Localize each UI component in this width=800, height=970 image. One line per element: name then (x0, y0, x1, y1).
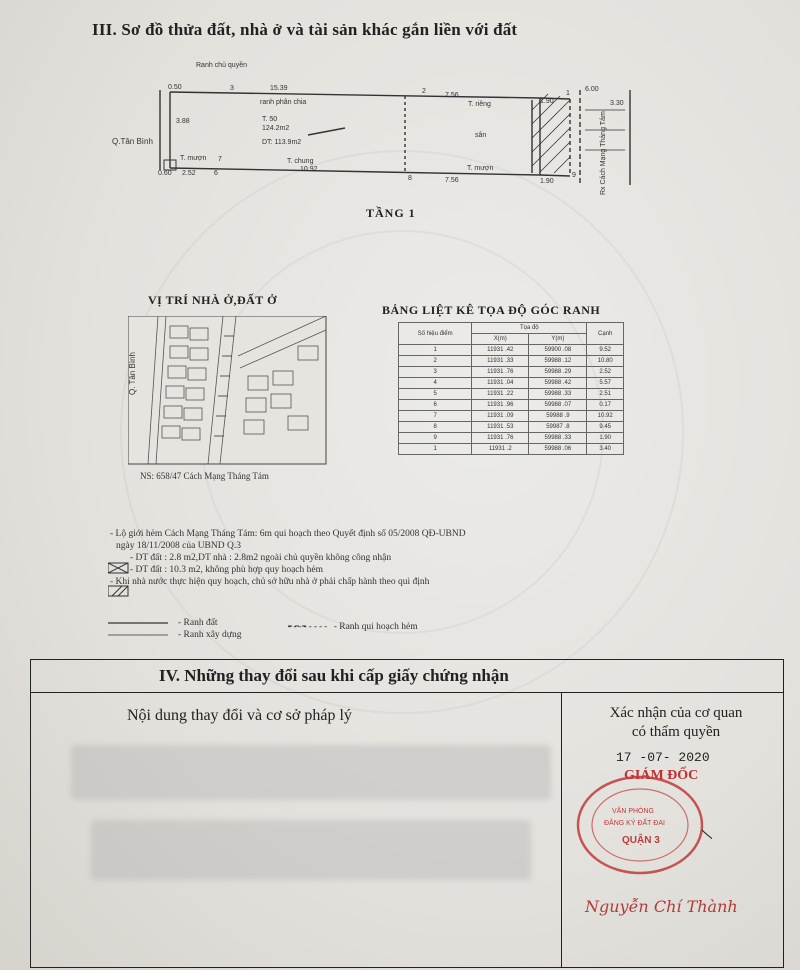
coords-cell-x: 11931 .42 (472, 345, 529, 356)
coords-cell-y: 59988 .33 (529, 389, 587, 400)
coords-cell-x: 11931 .22 (472, 389, 529, 400)
signature: Nguyễn Chí Thành (585, 897, 738, 916)
plan-dim-mid-bottom: 7.56 (445, 177, 459, 184)
coords-cell-c: 2.51 (587, 389, 624, 400)
coords-cell-y: 59988 .29 (529, 367, 587, 378)
coords-header-point: Số hiệu điểm (399, 323, 472, 345)
coords-cell-c: 9.52 (587, 345, 624, 356)
stamp-line-3: QUẬN 3 (622, 835, 660, 846)
plan-label-ranh-phan-chia: ranh phân chia (260, 99, 307, 106)
plan-label-san: sân (475, 132, 487, 139)
coords-cell-y: 59988 .9 (529, 411, 587, 422)
floor-label: TẦNG 1 (366, 206, 416, 220)
coords-cell-c: 9.45 (587, 422, 624, 433)
coords-row (399, 411, 624, 422)
coords-row (399, 422, 624, 433)
coords-cell-c: 5.57 (587, 378, 624, 389)
coords-cell-c: 10.80 (587, 356, 624, 367)
coords-cell-x: 11931 .76 (472, 433, 529, 444)
coords-row (399, 367, 624, 378)
location-street-label: Q. Tân Bình (128, 352, 137, 395)
plan-street-left: Q.Tân Bình (112, 137, 153, 146)
changes-column-header: Nội dung thay đổi và cơ sở pháp lý (127, 707, 352, 724)
location-caption: NS: 658/47 Cách Mạng Tháng Tám (140, 471, 269, 481)
coords-cell-x: 11931 .09 (472, 411, 529, 422)
coords-cell-y: 59900 .08 (529, 345, 587, 356)
director-title: GIÁM ĐỐC (624, 768, 699, 783)
coords-cell-n: 1 (399, 345, 472, 356)
plan-point-7: 7 (218, 156, 222, 163)
coords-row (399, 378, 624, 389)
note-road-boundary-date: ngày 18/11/2008 của UBND Q.3 (116, 541, 241, 551)
coords-cell-y: 59988 .42 (529, 378, 587, 389)
coords-table (398, 322, 624, 455)
authority-header-line1: Xác nhận của cơ quan (609, 705, 743, 721)
legend-ranh-dat: - Ranh đất (178, 618, 218, 628)
stamp-line-1: VĂN PHÒNG (612, 808, 655, 815)
coords-cell-n: 2 (399, 356, 472, 367)
plan-dim-top: 15.39 (270, 85, 288, 92)
coords-cell-n: 8 (399, 422, 472, 433)
note-road-boundary: - Lộ giới hẻm Cách Mạng Tháng Tám: 6m qui hoạch theo Quyết định số 05/2008 QĐ-UBND (110, 529, 466, 539)
plan-label-t-chung: T. chung (287, 158, 314, 165)
section4-header (31, 660, 783, 693)
coords-row (399, 433, 624, 444)
plan-label-ranh-chu-quyen: Ranh chủ quyền (196, 62, 247, 69)
coords-header-y: Y(m) (529, 334, 587, 345)
coords-cell-y: 59988 .33 (529, 433, 587, 444)
note-outside-ownership: - DT đất : 2.8 m2,DT nhà : 2.8m2 ngoài chủ quyền không công nhận (130, 553, 392, 563)
coords-row (399, 389, 624, 400)
plan-street-right: Rx Cách Mạng Tháng Tám (600, 111, 607, 195)
redacted-content (71, 745, 551, 800)
plan-dim-left2: 3.88 (176, 118, 190, 125)
legend-ranh-qui-hoach: -------- - Ranh qui hoạch hẻm (288, 622, 418, 632)
note-planning: - Khi nhà nước thực hiện quy hoạch, chủ sở hữu nhà ở phải chấp hành theo qui định (110, 577, 430, 587)
section3-title: III. Sơ đồ thửa đất, nhà ở và tài sản khác gắn liền với đất (92, 20, 518, 39)
coords-cell-n: 7 (399, 411, 472, 422)
plan-dim-mid-top: 7.56 (445, 92, 459, 99)
plan-point-3: 3 (230, 85, 234, 92)
plan-point-9: 9 (572, 172, 576, 179)
confirmation-date: 17 -07- 2020 (616, 750, 710, 765)
coords-cell-y: 59988 .06 (529, 444, 587, 455)
plan-dim-small-top-right: 1.90 (540, 98, 554, 105)
plan-dim-bottom: 10.92 (300, 166, 318, 173)
coords-cell-x: 11931 .2 (472, 444, 529, 455)
location-title: VỊ TRÍ NHÀ Ở,ĐẤT Ở (148, 293, 277, 307)
coords-title: BẢNG LIỆT KÊ TỌA ĐỘ GÓC RANH (382, 303, 601, 317)
coords-cell-n: 6 (399, 400, 472, 411)
coords-cell-x: 11931 .33 (472, 356, 529, 367)
legend-ranh-qui-hoach-label: - Ranh qui hoạch hẻm (333, 622, 418, 632)
coords-row (399, 400, 624, 411)
coords-header-x: X(m) (472, 334, 529, 345)
coords-cell-n: 9 (399, 433, 472, 444)
location-map (128, 316, 328, 466)
plan-point-8: 8 (408, 175, 412, 182)
coords-cell-c: 10.92 (587, 411, 624, 422)
coords-cell-n: 3 (399, 367, 472, 378)
legend-ranh-xay-dung: - Ranh xây dựng (178, 630, 242, 640)
coords-cell-n: 1 (399, 444, 472, 455)
coords-cell-n: 4 (399, 378, 472, 389)
plan-dim-right-top: 6.00 (585, 86, 599, 93)
section4-title: IV. Những thay đổi sau khi cấp giấy chứng nhận (159, 666, 509, 685)
coords-header-coord: Tọa độ (472, 323, 587, 334)
plan-point-2: 2 (422, 88, 426, 95)
plan-dim-left-bottom1: 0.60 (158, 170, 172, 177)
coords-row (399, 345, 624, 356)
coords-cell-x: 11931 .96 (472, 400, 529, 411)
note-not-compliant: - DT đất : 10.3 m2, không phù hợp quy hoạch hẻm (130, 565, 323, 575)
coords-cell-x: 11931 .04 (472, 378, 529, 389)
coords-cell-x: 11931 .76 (472, 367, 529, 378)
plan-point-1: 1 (566, 90, 570, 97)
section4-divider (561, 692, 562, 967)
plan-label-t-rieng: T. riêng (468, 101, 491, 108)
plan-label-t-muon-left: T. mượn (180, 155, 207, 162)
site-plan-drawing (140, 60, 660, 210)
authority-header-line2: có thẩm quyền (631, 724, 721, 740)
authority-column-header (576, 704, 776, 742)
coords-header-edge: Cạnh (587, 323, 624, 345)
coords-row (399, 356, 624, 367)
plan-area-t: T. 50 (262, 116, 278, 123)
stamp-line-2: ĐĂNG KÝ ĐẤT ĐAI (604, 820, 665, 827)
plan-dim-left: 0.50 (168, 84, 182, 91)
coords-cell-y: 59987 .8 (529, 422, 587, 433)
coords-cell-x: 11931 .53 (472, 422, 529, 433)
coords-cell-c: 0.17 (587, 400, 624, 411)
coords-row (399, 444, 624, 455)
plan-dim-small-bottom-right: 1.90 (540, 178, 554, 185)
coords-cell-y: 59988 .07 (529, 400, 587, 411)
coords-cell-y: 59988 .12 (529, 356, 587, 367)
plan-area-total: 124.2m2 (262, 125, 290, 132)
plan-dim-right-top2: 3.30 (610, 100, 624, 107)
coords-cell-n: 5 (399, 389, 472, 400)
coords-cell-c: 1.90 (587, 433, 624, 444)
plan-point-6: 6 (214, 170, 218, 177)
plan-area-dt: DT: 113.9m2 (262, 139, 302, 146)
redacted-content (91, 820, 531, 880)
plan-label-t-muon-right: T. mượn (467, 165, 494, 172)
coords-cell-c: 2.52 (587, 367, 624, 378)
plan-dim-left-bottom2: 2.52 (182, 170, 196, 177)
coords-cell-c: 3.40 (587, 444, 624, 455)
